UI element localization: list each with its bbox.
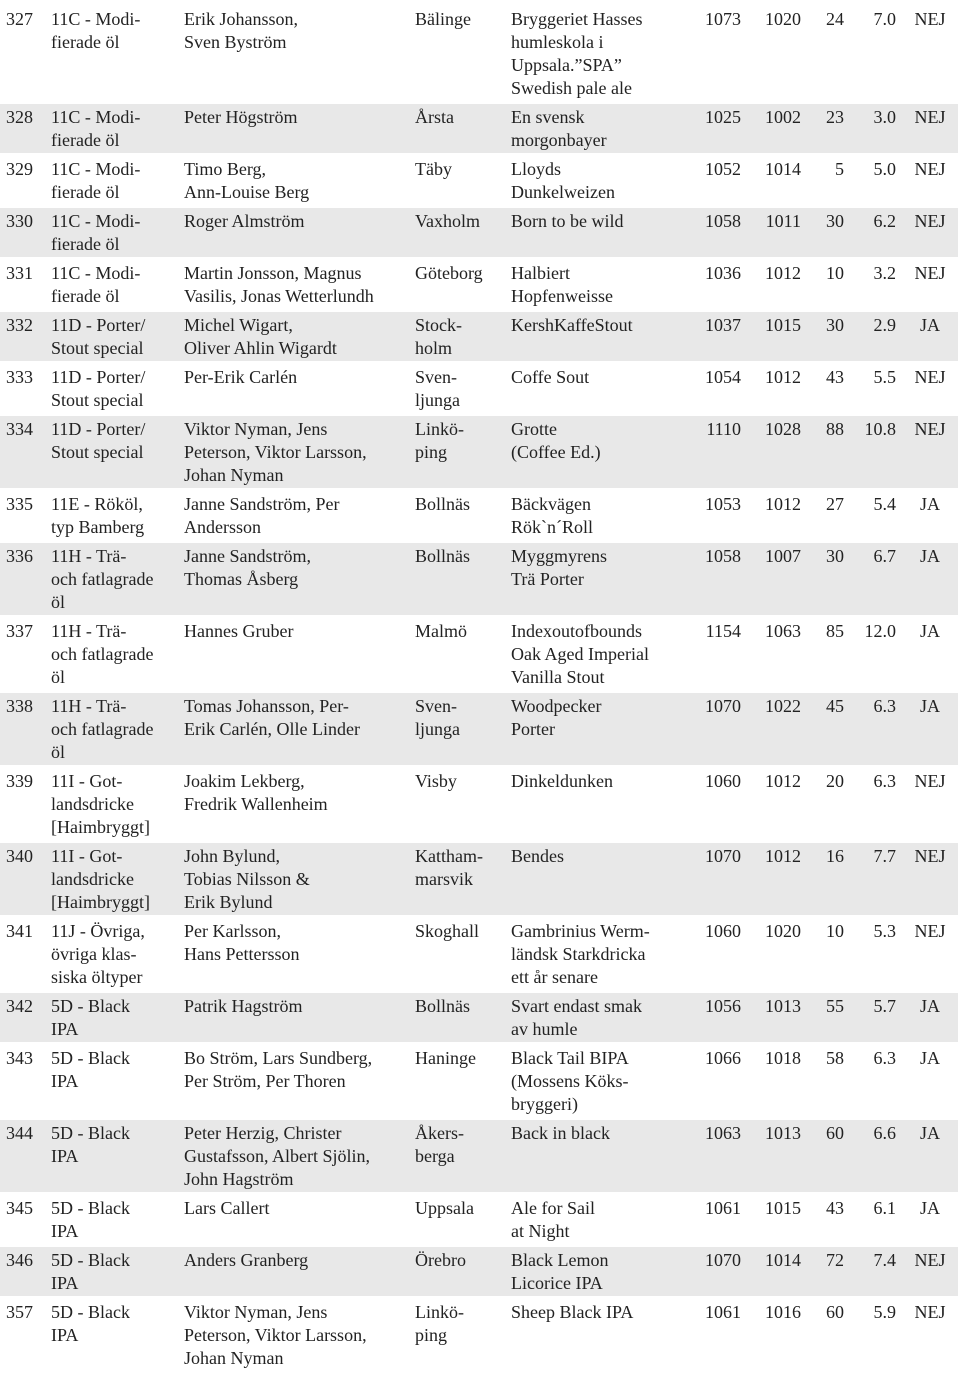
answer-value: NEJ [899, 1247, 958, 1296]
brewer-town: Linkö- ping [409, 416, 505, 488]
entry-number: 344 [0, 1120, 45, 1192]
style-category: 5D - Black IPA [51, 1302, 130, 1345]
alcohol-abv: 2.9 [847, 312, 899, 361]
table-row [0, 364, 958, 413]
alcohol-abv: 7.7 [847, 843, 899, 915]
bitterness-ibu: 85 [826, 621, 844, 641]
final-gravity: 1012 [765, 367, 801, 387]
beer-name: Lloyds Dunkelweizen [511, 159, 615, 202]
brewer-names: Hannes Gruber [184, 621, 294, 641]
original-gravity: 1060 [705, 771, 741, 791]
brewer-names: Janne Sandström, Thomas Åsberg [178, 543, 409, 615]
brewer-town: Åkers- berga [409, 1120, 505, 1192]
entry-number: 335 [6, 494, 33, 514]
final-gravity: 1016 [765, 1302, 801, 1322]
answer-value: NEJ [914, 9, 946, 29]
beer-name: Dinkeldunken [511, 771, 613, 791]
bitterness-ibu: 5 [835, 159, 844, 179]
alcohol-abv: 6.2 [847, 208, 899, 257]
style-category: 11C - Modi- fierade öl [51, 263, 141, 306]
beer-name: Svart endast smak av humle [505, 993, 681, 1042]
bitterness-ibu: 30 [804, 208, 847, 257]
alcohol-abv: 10.8 [847, 416, 899, 488]
entry-number: 328 [0, 104, 45, 153]
beer-name: Woodpecker Porter [505, 693, 681, 765]
bitterness-ibu: 30 [804, 543, 847, 615]
table-row [0, 156, 958, 205]
beer-name: Black Tail BIPA (Mossens Köks- bryggeri) [511, 1048, 629, 1114]
entry-number: 341 [6, 921, 33, 941]
entry-number: 342 [0, 993, 45, 1042]
final-gravity: 1015 [744, 312, 804, 361]
beer-entry-rows [0, 6, 958, 1371]
entry-number: 343 [6, 1048, 33, 1068]
brewer-town: Göteborg [415, 263, 483, 283]
beer-name: Bryggeriet Hasses humleskola i Uppsala.”SPA” Swedish pale ale [511, 9, 643, 98]
beer-name: Back in black [505, 1120, 681, 1192]
brewer-town: Vaxholm [409, 208, 505, 257]
style-category: 11C - Modi- fierade öl [51, 9, 141, 52]
brewer-town: Visby [415, 771, 457, 791]
answer-value: NEJ [899, 416, 958, 488]
alcohol-abv: 5.4 [873, 494, 896, 514]
style-category: 11D - Porter/ Stout special [45, 416, 178, 488]
alcohol-abv: 7.0 [873, 9, 896, 29]
entry-number: 340 [0, 843, 45, 915]
style-category: 11E - Rököl, typ Bamberg [51, 494, 145, 537]
brewer-names: Roger Almström [178, 208, 409, 257]
table-row [0, 491, 958, 540]
final-gravity: 1013 [744, 1120, 804, 1192]
table-row [0, 1299, 958, 1371]
beer-name: Myggmyrens Trä Porter [505, 543, 681, 615]
brewer-names: Joakim Lekberg, Fredrik Wallenheim [184, 771, 328, 814]
brewer-town: Sven- ljunga [415, 367, 460, 410]
original-gravity: 1061 [705, 1198, 741, 1218]
table-row [0, 208, 958, 257]
brewer-names: Timo Berg, Ann-Louise Berg [184, 159, 310, 202]
original-gravity: 1073 [705, 9, 741, 29]
brewer-names: Michel Wigart, Oliver Ahlin Wigardt [178, 312, 409, 361]
alcohol-abv: 7.4 [847, 1247, 899, 1296]
alcohol-abv: 5.9 [873, 1302, 896, 1322]
alcohol-abv: 6.7 [847, 543, 899, 615]
original-gravity: 1110 [681, 416, 744, 488]
answer-value: JA [919, 621, 940, 641]
final-gravity: 1012 [765, 494, 801, 514]
bitterness-ibu: 60 [826, 1302, 844, 1322]
beer-entry-table [0, 3, 958, 1374]
table-row [0, 768, 958, 840]
style-category: 11C - Modi- fierade öl [45, 104, 178, 153]
original-gravity: 1053 [705, 494, 741, 514]
style-category: 11I - Got- landsdricke [Haimbryggt] [45, 843, 178, 915]
table-row [0, 312, 958, 361]
answer-value: NEJ [914, 921, 946, 941]
final-gravity: 1015 [765, 1198, 801, 1218]
brewer-town: Bollnäs [415, 494, 471, 514]
entry-number: 330 [0, 208, 45, 257]
table-row [0, 843, 958, 915]
answer-value: JA [899, 1120, 958, 1192]
brewer-town: Bollnäs [409, 543, 505, 615]
brewer-town: Årsta [409, 104, 505, 153]
brewer-names: Lars Callert [184, 1198, 270, 1218]
final-gravity: 1063 [765, 621, 801, 641]
answer-value: JA [899, 543, 958, 615]
final-gravity: 1013 [744, 993, 804, 1042]
brewer-town: Haninge [415, 1048, 476, 1068]
final-gravity: 1011 [744, 208, 804, 257]
entry-number: 331 [6, 263, 33, 283]
brewer-names: Tomas Johansson, Per- Erik Carlén, Olle Linder [178, 693, 409, 765]
brewer-town: Linkö- ping [415, 1302, 464, 1345]
style-category: 11C - Modi- fierade öl [51, 159, 141, 202]
table-row [0, 918, 958, 990]
alcohol-abv: 5.5 [873, 367, 896, 387]
brewer-names: Anders Granberg [178, 1247, 409, 1296]
answer-value: JA [899, 312, 958, 361]
entry-number: 357 [6, 1302, 33, 1322]
original-gravity: 1154 [705, 621, 741, 641]
answer-value: NEJ [899, 208, 958, 257]
original-gravity: 1070 [681, 693, 744, 765]
style-category: 11J - Övriga, övriga klas- siska öltyper [51, 921, 145, 987]
final-gravity: 1014 [744, 1247, 804, 1296]
original-gravity: 1070 [681, 1247, 744, 1296]
beer-name: Gambrinius Werm- ländsk Starkdricka ett år senare [511, 921, 650, 987]
bitterness-ibu: 10 [826, 921, 844, 941]
brewer-town: Sven- ljunga [409, 693, 505, 765]
beer-name: Bendes [505, 843, 681, 915]
bitterness-ibu: 10 [826, 263, 844, 283]
bitterness-ibu: 27 [826, 494, 844, 514]
brewer-names: Peter Herzig, Christer Gustafsson, Albert Sjölin, John Hagström [178, 1120, 409, 1192]
style-category: 11C - Modi- fierade öl [45, 208, 178, 257]
brewer-town: Täby [415, 159, 452, 179]
entry-number: 327 [6, 9, 33, 29]
brewer-names: Erik Johansson, Sven Byström [184, 9, 298, 52]
original-gravity: 1061 [705, 1302, 741, 1322]
beer-name: Coffe Sout [511, 367, 590, 387]
table-row [0, 1247, 958, 1296]
beer-name: Ale for Sail at Night [511, 1198, 595, 1241]
table-row [0, 6, 958, 101]
brewer-town: Örebro [409, 1247, 505, 1296]
table-row [0, 618, 958, 690]
original-gravity: 1058 [681, 208, 744, 257]
table-row [0, 104, 958, 153]
original-gravity: 1025 [681, 104, 744, 153]
answer-value: JA [899, 693, 958, 765]
style-category: 5D - Black IPA [45, 993, 178, 1042]
original-gravity: 1060 [705, 921, 741, 941]
answer-value: JA [899, 993, 958, 1042]
original-gravity: 1058 [681, 543, 744, 615]
answer-value: NEJ [899, 843, 958, 915]
brewer-town: Stock- holm [409, 312, 505, 361]
original-gravity: 1070 [681, 843, 744, 915]
original-gravity: 1063 [681, 1120, 744, 1192]
brewer-town: Uppsala [415, 1198, 474, 1218]
bitterness-ibu: 60 [804, 1120, 847, 1192]
table-row [0, 1045, 958, 1117]
answer-value: NEJ [899, 104, 958, 153]
final-gravity: 1020 [765, 921, 801, 941]
entry-number: 346 [0, 1247, 45, 1296]
style-category: 11H - Trä- och fatlagrade öl [51, 621, 154, 687]
alcohol-abv: 5.7 [847, 993, 899, 1042]
original-gravity: 1052 [705, 159, 741, 179]
final-gravity: 1018 [765, 1048, 801, 1068]
beer-name: Indexoutofbounds Oak Aged Imperial Vanilla Stout [511, 621, 649, 687]
table-row [0, 693, 958, 765]
entry-number: 339 [6, 771, 33, 791]
bitterness-ibu: 43 [826, 1198, 844, 1218]
table-row [0, 416, 958, 488]
original-gravity: 1036 [705, 263, 741, 283]
style-category: 11H - Trä- och fatlagrade öl [45, 543, 178, 615]
style-category: 11D - Porter/ Stout special [45, 312, 178, 361]
bitterness-ibu: 72 [804, 1247, 847, 1296]
final-gravity: 1007 [744, 543, 804, 615]
brewer-names: John Bylund, Tobias Nilsson & Erik Bylund [178, 843, 409, 915]
alcohol-abv: 6.6 [847, 1120, 899, 1192]
bitterness-ibu: 16 [804, 843, 847, 915]
style-category: 5D - Black IPA [51, 1198, 130, 1241]
beer-name: Black Lemon Licorice IPA [505, 1247, 681, 1296]
table-row [0, 1195, 958, 1244]
style-category: 5D - Black IPA [45, 1120, 178, 1192]
beer-name: Grotte (Coffee Ed.) [505, 416, 681, 488]
alcohol-abv: 6.3 [873, 771, 896, 791]
bitterness-ibu: 23 [804, 104, 847, 153]
brewer-names: Viktor Nyman, Jens Peterson, Viktor Larsson, Johan Nyman [184, 1302, 367, 1368]
brewer-names: Viktor Nyman, Jens Peterson, Viktor Larsson, Johan Nyman [178, 416, 409, 488]
alcohol-abv: 6.3 [873, 1048, 896, 1068]
final-gravity: 1014 [765, 159, 801, 179]
bitterness-ibu: 24 [826, 9, 844, 29]
final-gravity: 1022 [744, 693, 804, 765]
brewer-names: Per Karlsson, Hans Pettersson [184, 921, 300, 964]
bitterness-ibu: 30 [804, 312, 847, 361]
brewer-town: Bollnäs [409, 993, 505, 1042]
table-row [0, 993, 958, 1042]
table-row [0, 260, 958, 309]
answer-value: NEJ [914, 1302, 946, 1322]
alcohol-abv: 6.1 [873, 1198, 896, 1218]
answer-value: NEJ [914, 263, 946, 283]
beer-name: Halbiert Hopfenweisse [511, 263, 613, 306]
style-category: 5D - Black IPA [45, 1247, 178, 1296]
alcohol-abv: 3.0 [847, 104, 899, 153]
answer-value: NEJ [914, 367, 946, 387]
style-category: 11H - Trä- och fatlagrade öl [45, 693, 178, 765]
entry-number: 332 [0, 312, 45, 361]
entry-number: 336 [0, 543, 45, 615]
entry-number: 329 [6, 159, 33, 179]
final-gravity: 1012 [765, 263, 801, 283]
alcohol-abv: 5.3 [873, 921, 896, 941]
bitterness-ibu: 58 [826, 1048, 844, 1068]
original-gravity: 1056 [681, 993, 744, 1042]
beer-name: KershKaffeStout [505, 312, 681, 361]
style-category: 11I - Got- landsdricke [Haimbryggt] [51, 771, 150, 837]
brewer-names: Per-Erik Carlén [184, 367, 298, 387]
beer-name: Born to be wild [505, 208, 681, 257]
beer-name: En svensk morgonbayer [505, 104, 681, 153]
alcohol-abv: 5.0 [873, 159, 896, 179]
final-gravity: 1012 [744, 843, 804, 915]
brewer-names: Martin Jonsson, Magnus Vasilis, Jonas Wetterlundh [184, 263, 374, 306]
final-gravity: 1020 [765, 9, 801, 29]
brewer-town: Malmö [415, 621, 467, 641]
brewer-town: Kattham- marsvik [409, 843, 505, 915]
style-category: 5D - Black IPA [51, 1048, 130, 1091]
final-gravity: 1028 [744, 416, 804, 488]
bitterness-ibu: 55 [804, 993, 847, 1042]
answer-value: JA [919, 1048, 940, 1068]
beer-name: Sheep Black IPA [511, 1302, 634, 1322]
bitterness-ibu: 45 [804, 693, 847, 765]
entry-number: 345 [6, 1198, 33, 1218]
original-gravity: 1054 [705, 367, 741, 387]
entry-number: 337 [6, 621, 33, 641]
entry-number: 338 [0, 693, 45, 765]
entry-number: 333 [6, 367, 33, 387]
answer-value: NEJ [914, 159, 946, 179]
style-category: 11D - Porter/ Stout special [51, 367, 146, 410]
original-gravity: 1066 [705, 1048, 741, 1068]
answer-value: NEJ [914, 771, 946, 791]
brewer-town: Bälinge [415, 9, 471, 29]
alcohol-abv: 6.3 [847, 693, 899, 765]
original-gravity: 1037 [681, 312, 744, 361]
table-row [0, 1120, 958, 1192]
brewer-names: Peter Högström [178, 104, 409, 153]
final-gravity: 1012 [765, 771, 801, 791]
brewer-names: Patrik Hagström [178, 993, 409, 1042]
alcohol-abv: 12.0 [864, 621, 896, 641]
brewer-names: Janne Sandström, Per Andersson [184, 494, 340, 537]
final-gravity: 1002 [744, 104, 804, 153]
entry-number: 334 [0, 416, 45, 488]
alcohol-abv: 3.2 [873, 263, 896, 283]
table-row [0, 543, 958, 615]
bitterness-ibu: 88 [804, 416, 847, 488]
beer-name: Bäckvägen Rök`n´Roll [511, 494, 594, 537]
bitterness-ibu: 20 [826, 771, 844, 791]
answer-value: JA [919, 1198, 940, 1218]
answer-value: JA [919, 494, 940, 514]
brewer-names: Bo Ström, Lars Sundberg, Per Ström, Per Thoren [184, 1048, 373, 1091]
bitterness-ibu: 43 [826, 367, 844, 387]
brewer-town: Skoghall [415, 921, 480, 941]
